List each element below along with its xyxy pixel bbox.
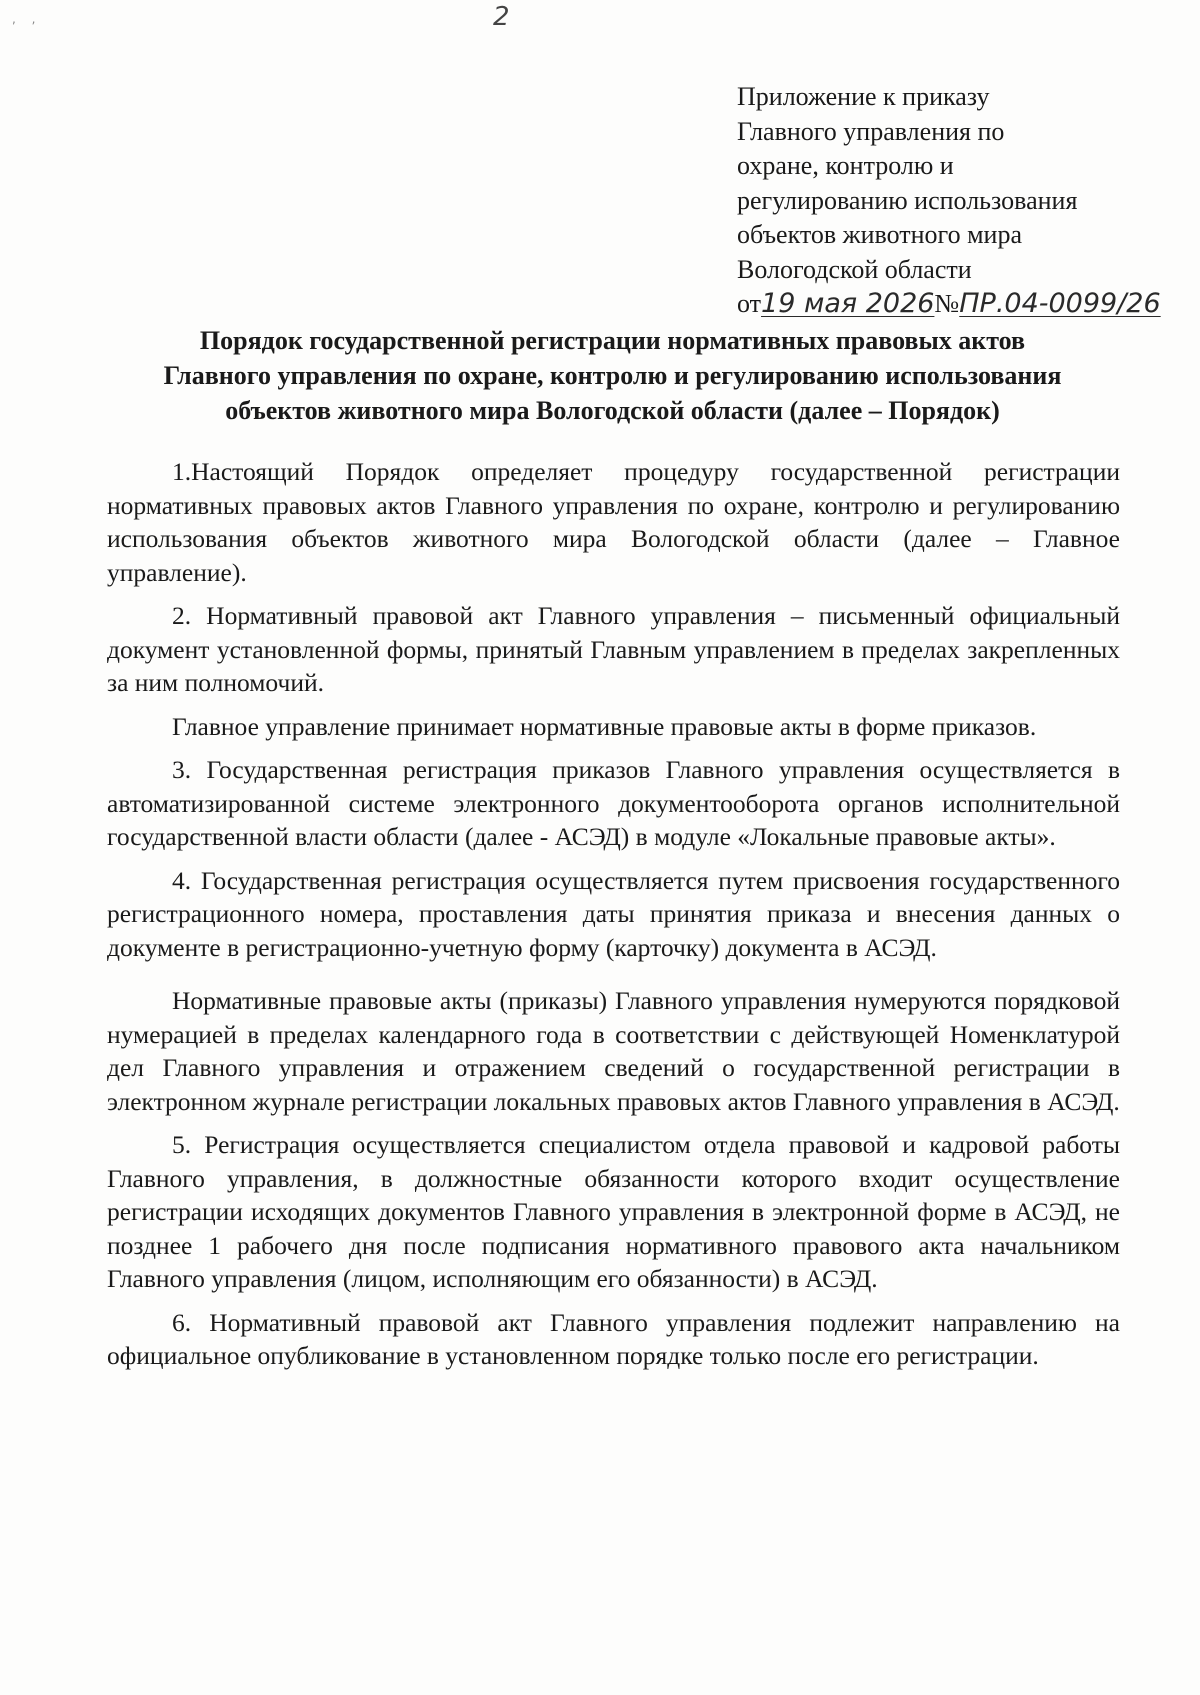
- paragraph-2: 2. Нормативный правовой акт Главного управления – письменный официальный документ установленной формы, принятый Главным управлением в пределах закрепленных за ним полномочий.: [107, 601, 1120, 697]
- appendix-line: объектов животного мира: [737, 220, 1022, 249]
- scan-marks: , ,: [12, 12, 42, 26]
- handwritten-order-number: ПР.04-0099/26: [959, 288, 1161, 319]
- document-title: [105, 323, 1120, 428]
- appendix-line: охране, контролю и: [737, 151, 954, 180]
- from-label: от: [737, 289, 762, 318]
- paragraph-2-continuation: Главное управление принимает нормативные правовые акты в форме приказов.: [172, 711, 1037, 741]
- handwritten-date: 19 мая 2026: [761, 288, 935, 319]
- appendix-line: регулированию использования: [737, 185, 1078, 215]
- title-line: Главного управления по охране, контролю и регулированию использования: [163, 361, 1062, 390]
- appendix-line: Главного управления по: [737, 116, 1005, 146]
- paragraph-4: 4. Государственная регистрация осуществляется путем присвоения государственного регистрационного номера, проставления даты принятия приказа и внесения данных о документе в регистрационно-учетную форму (карточку) документа в АСЭД.: [107, 865, 1120, 962]
- paragraph-6: 6. Нормативный правовой акт Главного управления подлежит направлению на официальное опубликование в установленном порядке только после его регистрации.: [107, 1307, 1120, 1370]
- document-body: [107, 455, 1120, 1383]
- paragraph-4-continuation: Нормативные правовые акты (приказы) Главного управления нумеруются порядковой нумерацией в пределах календарного года в соответствии с действующей Номенклатурой дел Главного управления и отражением сведений о государственной регистрации в электронном журнале регистрации локальных правовых актов Главного управления в АСЭД.: [107, 986, 1120, 1116]
- number-label: №: [934, 289, 960, 318]
- appendix-block: [737, 80, 1167, 322]
- appendix-line: Приложение к приказу: [737, 82, 990, 111]
- page-number: 2: [493, 2, 510, 32]
- paragraph-5: 5. Регистрация осуществляется специалистом отдела правовой и кадровой работы Главного управления, в должностные обязанности которого входит осуществление регистрации исходящих документов Главного управления в электронной форме в АСЭД, не позднее 1 рабочего дня после подписания нормативного правового акта начальником Главного управления (лицом, исполняющим его обязанности) в АСЭД.: [107, 1130, 1120, 1293]
- title-line: Порядок государственной регистрации нормативных правовых актов: [199, 326, 1026, 355]
- paragraph-3: 3. Государственная регистрация приказов Главного управления осуществляется в автоматизированной системе электронного документооборота органов исполнительной государственной власти области (далее - АСЭД) в модуле «Локальные правовые акты».: [107, 755, 1120, 851]
- paragraph-1: 1.Настоящий Порядок определяет процедуру государственной регистрации нормативных правовых актов Главного управления по охране, контролю и регулированию использования объектов животного мира Вологодской области (далее – Главное управление).: [107, 457, 1120, 587]
- appendix-line: Вологодской области: [737, 254, 972, 284]
- order-date-number-line: [737, 287, 1167, 322]
- title-line: объектов животного мира Вологодской области (далее – Порядок): [225, 396, 1000, 425]
